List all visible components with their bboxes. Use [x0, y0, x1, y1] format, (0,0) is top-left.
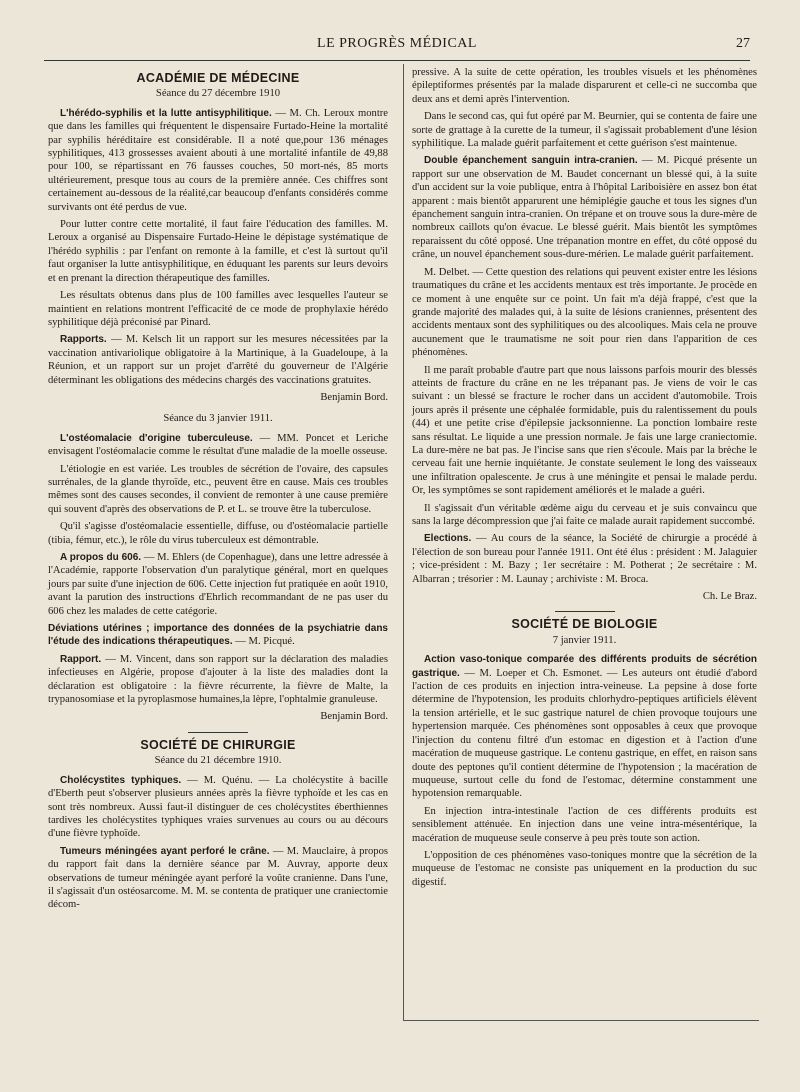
paragraph: [48, 432, 388, 459]
paragraph: pressive. A la suite de cette opération, les troubles visuels et les phénomènes épileptiformes présentés par la malade disparurent et celle-ci ne succomba que deux ans et demi après l'intervention.: [412, 67, 757, 105]
article-text: — M. Picqué présente un rapport sur une observation de M. Baudet concernant un blessé qui, à la suite d'un accident sur la voie publique, entra à l'hôpital Lariboisière en assez bon état apparent : mais bientôt apparurent une hémiplégie gauche et tous les signes d'un épanchement sanguin intra-cranien. On trépane et on trouve sous la dure-mère de nombreux caillots qu'on évacue. Le blessé guérit. Mais bientôt les symptômes reparaissent du côté opposé. Une trépanation montre en effet, du côté opposé du crâne, un nouvel épanchement sous-dure-mérien. Le malade guérit parfaitement.: [412, 155, 757, 261]
signature: Benjamin Bord.: [320, 711, 388, 723]
end-rule: [403, 1020, 759, 1021]
paragraph: [48, 653, 388, 707]
paragraph: [412, 653, 757, 800]
page-number: 27: [736, 36, 750, 51]
paragraph: Il me paraît probable d'autre part que nous laissons parfois mourir des blessés atteints de fracture du crâne en ne les trépanant pas. Je viens de voir le cas suivant : un blessé se fracture le rocher dans un accident d'automobile. Trois jours après il présente une céphalée formidable, puis du ralentissement du pouls (44) et une petite crise d'épilepsie jacksonnienne. La ponction lombaire reste sans résultat. Le liquide a une pression normale. Je fais une large craniectomie. La dure-mère ne bat pas. Je l'incise sans que rien s'écoule. Mais par la brèche le cerveau fait une hernie inquiétante. Je constate seulement le long des vaisseaux une infiltration opalescente. Je crus à une méningite et pensai le malade perdu. Or, les symptômes se sont rapidement améliorés et le malade a guéri.: [412, 364, 757, 497]
article-lead: L'ostéomalacie d'origine tuberculeuse.: [60, 432, 253, 444]
paragraph: Les résultats obtenus dans plus de 100 familles avec lesquelles l'auteur se maintient en relations montrent l'efficacité de ce mode de prophylaxie hérédo syphilitique déjà préconisé par Pinard.: [48, 290, 388, 328]
page-header: [44, 36, 750, 56]
signature: Benjamin Bord.: [320, 391, 388, 403]
article-lead: Rapports.: [60, 334, 107, 346]
academie-heading: ACADÉMIE DE MÉDECINE: [136, 71, 300, 85]
paragraph: [48, 622, 388, 649]
article-lead: Rapport.: [60, 653, 102, 665]
paragraph: [48, 774, 388, 841]
section-rule: [188, 732, 248, 733]
chirurgie-seance: Séance du 21 décembre 1910.: [154, 755, 282, 767]
biologie-seance: 7 janvier 1911.: [552, 634, 617, 646]
article-text: — M. Vincent, dans son rapport sur la déclaration des maladies infectieuses en Algérie, propose d'ajouter à la liste des maladies dont la déclaration est obligatoire : la fièvre récurrente, la fièvre de Malte, la trypanosomiase et la pyroplasmose humaines,la lèpre, l'ophtalmie granuleuse.: [48, 653, 388, 706]
signature: Ch. Le Braz.: [702, 591, 757, 603]
paragraph: Dans le second cas, qui fut opéré par M. Beurnier, qui se contenta de faire une sorte de grattage à la curette de la tumeur, il s'agissait probablement d'une lésion syphilitique. La malade guérit parfaitement et cette guérison s'est maintenue.: [412, 111, 757, 150]
paragraph: Qu'il s'agisse d'ostéomalacie essentielle, diffuse, ou d'ostéomalacie partielle (tibia, fémur, etc.), le rôle du virus tuberculeux est démontrable.: [48, 521, 388, 546]
paragraph: [48, 107, 388, 214]
article-text: — M. Picqué.: [235, 636, 295, 648]
paragraph: L'étiologie en est variée. Les troubles de sécrétion de l'ovaire, des capsules surrénales, de la glande thyroïde, etc., peuvent être en cause. Mais ces troubles mêmes sont des causes secondes, il convient de remonter à une cause première qui souvent d'après des observations de P. et L. se trouve être la tuberculose.: [48, 463, 388, 515]
paragraph: [48, 333, 388, 387]
article-lead: Action vaso-tonique comparée des différents produits de sécrétion gastrique.: [412, 654, 757, 679]
article-text: — M. Kelsch lit un rapport sur les mesures nécessitées par la vaccination antivariolique obligatoire à la Martinique, à la Guadeloupe, à la Réunion, et un rapport sur un projet d'arrêté du gouverneur de l'Algérie déterminant les obligations des médecins chargés des vaccinations gratuites.: [48, 334, 388, 386]
article-text: — M. Ch. Leroux montre que dans les familles qui fréquentent le dispensaire Furtado-Heine la mortalité par syphilis héréditaire est considérable. Il a noté que,pour 136 ménages syphilitiques, 413 grossesses avaient abouti à une mortalité infantile de 49,88 pour 100, se répartissant en 76 fausses couches, 50 mort-nés, 85 morts ultérieurement, presque tous au cours de la première année. Ces chiffres sont certainement au-dessous de la réalité,car beaucoup d'enfants considérés comme survivants ont été perdus de vue.: [48, 107, 388, 213]
article-lead: Cholécystites typhiques.: [60, 774, 182, 786]
paragraph: [412, 532, 757, 586]
article-lead: L'hérédo-syphilis et la lutte antisyphilitique.: [60, 107, 272, 119]
paragraph: Il s'agissait d'un véritable œdème aigu du cerveau et je suis convaincu que sans la large décompression que j'ai faite ce malade aurait rapidement succombé.: [412, 502, 757, 527]
article-text: — MM. Poncet et Leriche envisagent l'ostéomalacie comme le résultat d'une maladie de la moelle osseuse.: [48, 432, 389, 458]
academie-seance-1: Séance du 27 décembre 1910: [155, 88, 281, 100]
article-text: — M. Mauclaire, à propos du rapport fait dans la dernière séance par M. Auvray, apporte deux observations de tumeur méningée ayant perforé la voûte cranienne. Dans l'une, il s'agissait d'un ostéosarcome. M. M. se contenta de pratiquer une craniectomie décom-: [48, 845, 388, 911]
article-text: — M. Loeper et Ch. Esmonet. — Les auteurs ont étudié d'abord l'action de ces produits en injection intra-veineuse. La pepsine à dose forte détermine de l'hypotension, les produits chlorhydro-peptiques artificiels élèvent la tension artérielle, et le suc gastrique naturel de chien provoque toujours une hypertension marquée. Ces phénomènes sont opposables à ceux que provoque l'injection du contenu filtré d'un estomac en digestion et à l'action d'une macération de muqueuse gastrique. Le contenu gastrique, en effet, en raison sans doute des peptones qu'il contient détermine de l'hypotension ; la macération de muqueuse, surtout celle du fond de l'estomac, détermine constamment une hypotension remarquable.: [412, 667, 757, 800]
journal-title: LE PROGRÈS MÉDICAL: [317, 36, 477, 51]
article-text: — M. Ehlers (de Copenhague), dans une lettre adressée à l'Académie, rapporte l'observation d'un paralytique général, mort en quelques jours par suite d'une injection de 606. Cette injection fut pratiquée en août 1910, avant la parution des instructions d'Ehrlich recommandant de ne pas user du 606 chez les malades de cette catégorie.: [48, 552, 388, 617]
paragraph: [48, 845, 388, 912]
paragraph: L'opposition de ces phénomènes vaso-toniques montre que la sécrétion de la muqueuse de l'estomac ne consiste pas uniquement en la production du suc digestif.: [412, 849, 757, 888]
article-lead: Tumeurs méningées ayant perforé le crâne.: [60, 845, 270, 857]
academie-seance-2: Séance du 3 janvier 1911.: [163, 413, 273, 425]
paragraph: Pour lutter contre cette mortalité, il faut faire l'éducation des familles. M. Leroux a organisé au Dispensaire Furtado-Heine le dépistage systématique de l'hérédo syphilis : par l'enfant on remonte à la famille, et c'est là surtout qu'il faut organiser la lutte antisyphilitique, en éduquant les parents sur leurs devoirs et en prenant la direction thérapeutique des familles.: [48, 219, 388, 284]
right-column: [412, 66, 757, 893]
article-lead: A propos du 606.: [60, 552, 142, 563]
paragraph: [48, 551, 388, 618]
chirurgie-heading: SOCIÉTÉ DE CHIRURGIE: [140, 737, 296, 752]
paragraph: M. Delbet. — Cette question des relations qui peuvent exister entre les lésions traumatiques du crâne et les accidents mentaux est très importante. Je procède en ce moment à une enquête sur ce point. Un fait m'a déjà frappé, c'est que la grande majorité des malades qui, à la suite de lésions craniennes, présentent des accidents mentaux sont des syphilitiques ou des alcooliques. Mais cela ne prouve aucunement que le traumatisme ne soit pour rien dans l'apparition de ces phénomènes.: [412, 266, 757, 359]
column-divider: [403, 64, 404, 1020]
article-lead: Déviations utérines ; importance des données de la psychiatrie dans l'étude des indications thérapeutiques.: [48, 623, 388, 648]
header-rule: [44, 60, 750, 61]
section-rule: [555, 611, 615, 612]
article-lead: Double épanchement sanguin intra-cranien.: [424, 155, 638, 167]
article-lead: Elections.: [424, 533, 472, 545]
paragraph: En injection intra-intestinale l'action de ces différents produits est sensiblement atténuée. En injection dans une veine intra-mésentérique, la macération de muqueuse seule conserve à peu près toute son action.: [412, 805, 757, 844]
left-column: [48, 66, 388, 916]
article-text: — Au cours de la séance, la Société de chirurgie a procédé à l'élection de son bureau pour l'année 1911. Ont été élus : président : M. Jalaguier ; vice-président : M. Bazy ; 1er secrétaire : M. Potherat ; 2e secrétaire : M. Albarran ; trésorier : M. Launay ; archiviste : M. Broca.: [412, 533, 757, 585]
article-text: — M. Quénu. — La cholécystite à bacille d'Eberth peut s'observer plusieurs années après la fièvre typhoïde et les cas en sont très nombreux. Aussi faut-il distinguer de ces cholécystites éberthiennes tardives les cholécystites typhiques vraies survenues au cours ou au décours d'une fièvre typhoïde.: [48, 774, 389, 840]
biologie-heading: SOCIÉTÉ DE BIOLOGIE: [511, 617, 658, 632]
paragraph: [412, 154, 757, 261]
